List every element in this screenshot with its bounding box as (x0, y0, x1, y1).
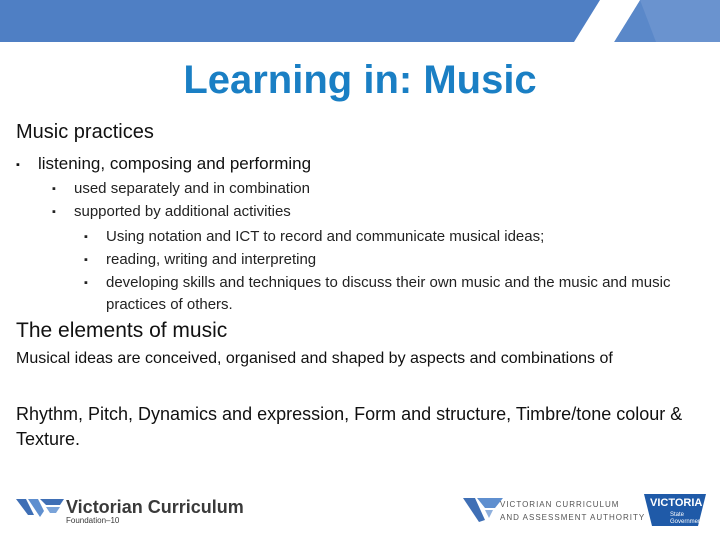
sub-bullet-item (52, 203, 291, 220)
victoria-name: VICTORIA (650, 497, 703, 509)
victorian-curriculum-subtitle: Foundation–10 (66, 516, 120, 525)
bullet-item (16, 154, 311, 174)
slide-title: Learning in: Music (183, 58, 537, 102)
sub-bullet-item (52, 180, 310, 197)
square-bullet-icon: ▪ (52, 206, 56, 219)
sub-sub-bullet-text: developing skills and techniques to discuss their own music and the music and music practices of others. (106, 274, 671, 313)
square-bullet-icon: ▪ (16, 158, 20, 171)
victoria-sub-2: Government (670, 519, 704, 525)
vcaa-text (500, 498, 645, 524)
victoria-sub-1: State (670, 512, 685, 518)
section-heading-music-practices: Music practices (16, 121, 154, 143)
elements-intro-paragraph: Musical ideas are conceived, organised and shaped by aspects and combinations of (16, 350, 613, 367)
vcaa-line-2: AND ASSESSMENT AUTHORITY (500, 513, 646, 522)
elements-list-paragraph: Rhythm, Pitch, Dynamics and expression, Form and structure, Timbre/tone colour & Texture. (16, 404, 683, 449)
sub-sub-bullet-item (84, 226, 714, 248)
square-bullet-icon: ▪ (84, 253, 88, 266)
sub-sub-bullet-item (84, 272, 716, 315)
top-banner (0, 0, 720, 42)
vcaa-logo (463, 496, 503, 524)
bullet-text: listening, composing and performing (38, 154, 312, 173)
victorian-curriculum-logo (16, 497, 64, 519)
sub-bullet-text: supported by additional activities (74, 203, 291, 220)
victorian-curriculum-name: Victorian Curriculum (66, 497, 244, 517)
square-bullet-icon: ▪ (84, 230, 88, 243)
square-bullet-icon: ▪ (84, 276, 88, 289)
sub-bullet-text: used separately and in combination (74, 180, 310, 197)
vcaa-line-1: VICTORIAN CURRICULUM (500, 500, 620, 509)
sub-sub-bullet-text: reading, writing and interpreting (106, 251, 317, 268)
sub-sub-bullet-item (84, 249, 714, 271)
square-bullet-icon: ▪ (52, 183, 56, 196)
section-heading-elements-of-music: The elements of music (16, 319, 228, 342)
sub-sub-bullet-text: Using notation and ICT to record and communicate musical ideas; (106, 228, 545, 245)
victoria-state-logo (640, 492, 710, 528)
